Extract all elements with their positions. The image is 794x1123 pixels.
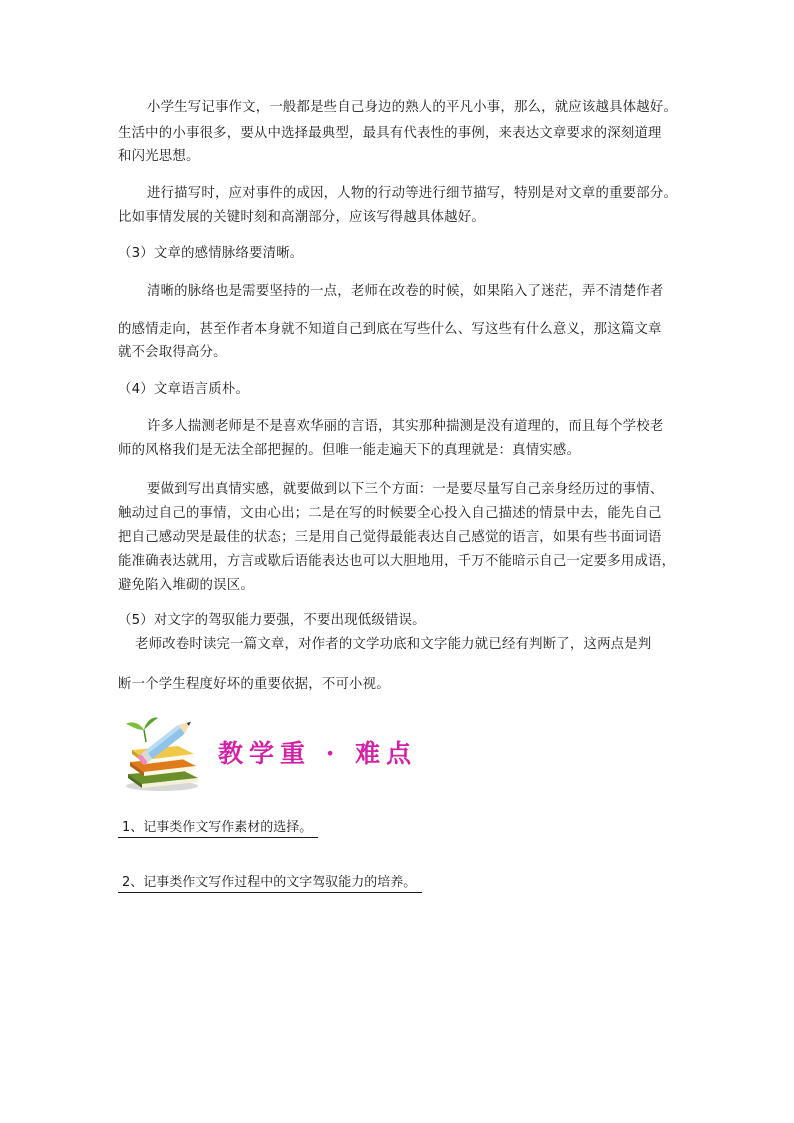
paragraph-line: 老师改卷时读完一篇文章，对作者的文学功底和文字能力就已经有判断了，这两点是判	[135, 637, 652, 652]
paragraph-line: 要做到写出真情实感，就要做到以下三个方面：一是要尽量写自己亲身经历过的事情、	[147, 482, 664, 497]
paragraph-line: 的感情走向，甚至作者本身就不知道自己到底在写些什么、写这些有什么意义，那这篇文章	[118, 322, 662, 337]
books-pencil-icon	[122, 712, 214, 792]
paragraph-line: 和闪光思想。	[118, 149, 200, 164]
section-heading: （5）对文字的驾驭能力要强，不要出现低级错误。	[118, 613, 426, 628]
paragraph-line: 清晰的脉络也是需要坚持的一点，老师在改卷的时候，如果陷入了迷茫，弄不清楚作者	[147, 284, 664, 299]
paragraph-line: 师的风格我们是无法全部把握的。但唯一能走遍天下的真理就是：真情实感。	[118, 443, 581, 458]
section-heading: （3）文章的感情脉络要清晰。	[118, 246, 304, 261]
paragraph-line: 就不会取得高分。	[118, 345, 227, 360]
paragraph-line: 生活中的小事很多，要从中选择最典型，最具有代表性的事例，来表达文章要求的深刻道理	[118, 126, 662, 141]
paragraph-line: 避免陷入堆砌的误区。	[118, 578, 254, 593]
paragraph-line: 许多人揣测老师是不是喜欢华丽的言语，其实那种揣测是没有道理的，而且每个学校老	[147, 419, 664, 434]
paragraph-line: 小学生写记事作文，一般都是些自己身边的熟人的平凡小事，那么，就应该越具体越好。	[147, 100, 678, 115]
paragraph-line: 把自己感动哭是最佳的状态；三是用自己觉得最能表达自己感觉的语言，如果有些书面词语	[118, 530, 662, 545]
section-banner	[122, 712, 418, 792]
paragraph-line: 进行描写时，应对事件的成因，人物的行动等进行细节描写，特别是对文章的重要部分。	[147, 186, 678, 201]
key-point-item: 2、记事类作文写作过程中的文字驾驭能力的培养。	[118, 874, 422, 893]
key-point-item: 1、记事类作文写作素材的选择。	[118, 819, 318, 838]
section-heading: （4）文章语言质朴。	[118, 382, 250, 397]
paragraph-line: 能准确表达就用，方言或歇后语能表达也可以大胆地用，千万不能暗示自己一定要多用成语，	[118, 554, 676, 569]
paragraph-line: 触动过自己的事情，文由心出；二是在写的时候要全心投入自己描述的情景中去，能先自己	[118, 506, 662, 521]
paragraph-line: 比如事情发展的关键时刻和高潮部分，应该写得越具体越好。	[118, 210, 485, 225]
banner-title: 教学重 · 难点	[218, 739, 418, 768]
paragraph-line: 断一个学生程度好坏的重要依据，不可小视。	[118, 677, 390, 692]
